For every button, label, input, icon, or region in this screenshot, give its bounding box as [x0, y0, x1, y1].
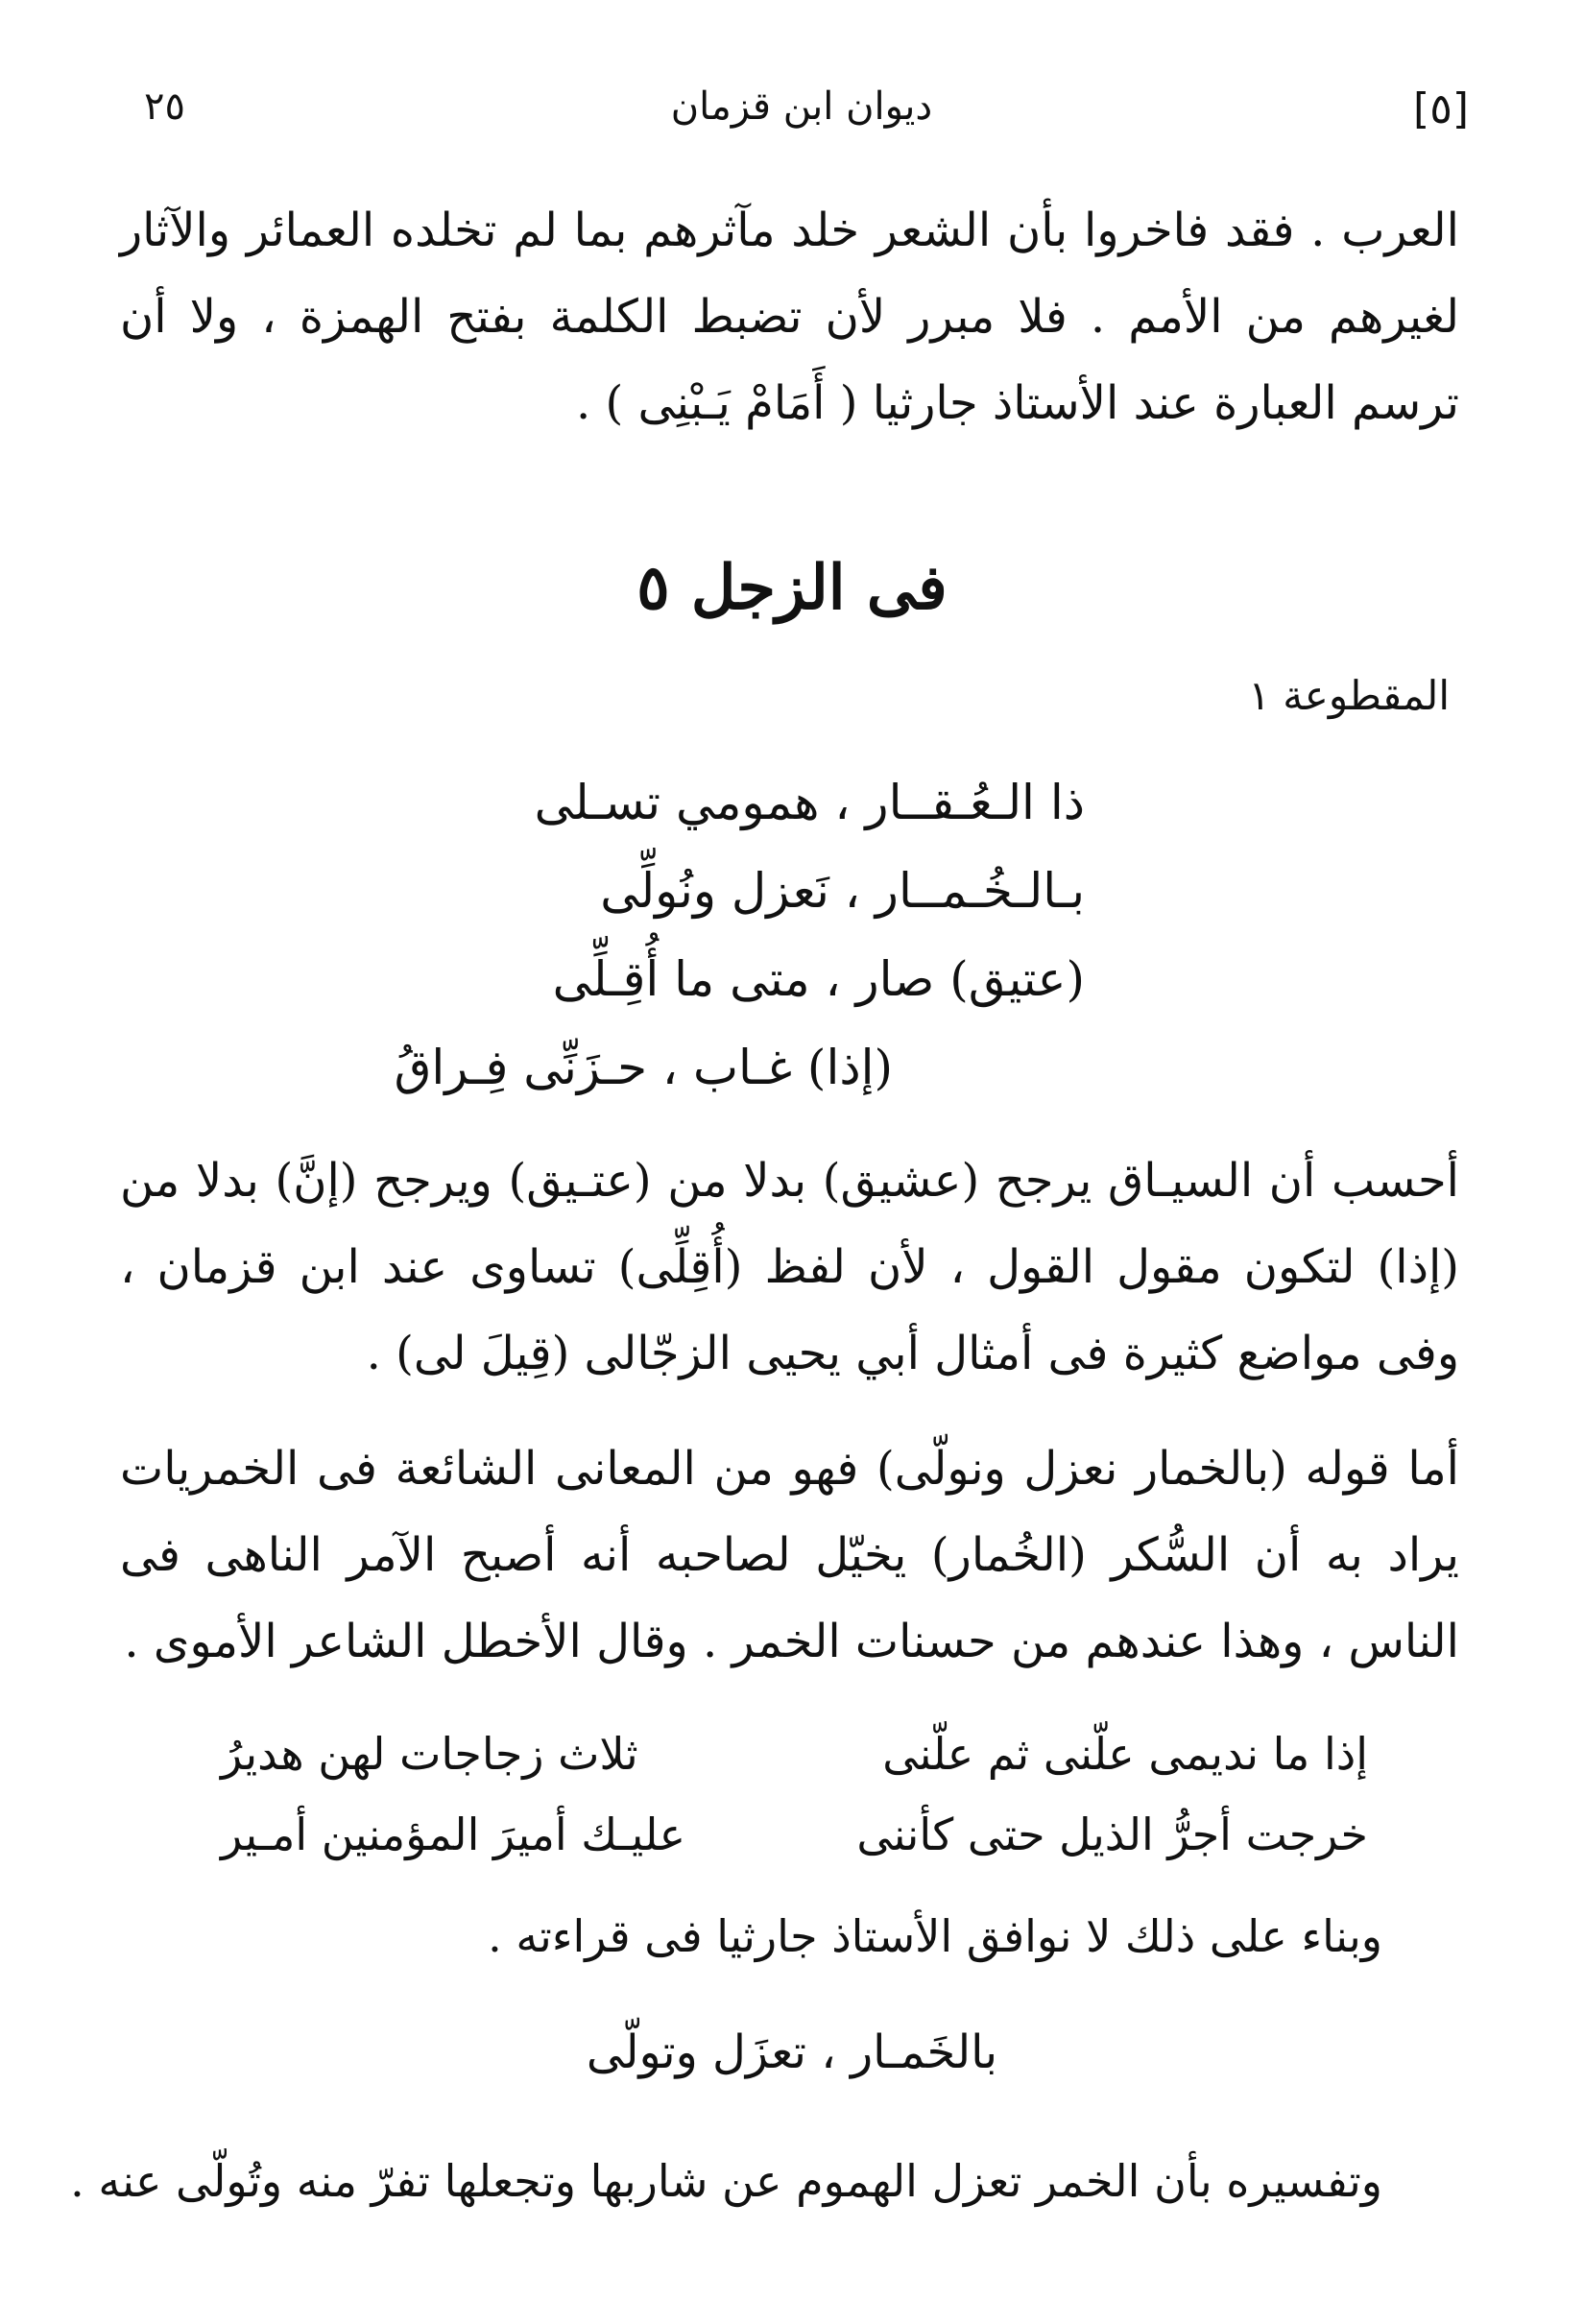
commentary-line: وتفسيره بأن الخمر تعزل الهموم عن شاربها وتجعلها تفرّ منه وتُولّى عنه . — [70, 2155, 1382, 2207]
verse-first-hemistich: إذا ما نديمى علّنى ثم علّنى — [882, 1728, 1368, 1780]
page-marker: [٥] — [1413, 84, 1469, 133]
verse-first-hemistich: خرجت أجرُّ الذيل حتى كأننى — [856, 1809, 1368, 1860]
page-number: ٢٥ — [144, 84, 185, 129]
running-head — [134, 84, 1469, 152]
intro-paragraph: العرب . فقد فاخروا بأن الشعر خلد مآثرهم بما لم تخلده العمائر والآثار لغيرهم من الأمم . فلا مبرر لأن تضبط الكلمة بفتح الهمزة ، ولا أن ترسم العبارة عند الأستاذ جارثيا ( أَمَامْ يَـبْنِى ) . — [120, 204, 1459, 430]
poem-stanza — [394, 758, 1085, 1112]
verse-line — [221, 1713, 1368, 1794]
commentary-paragraph: أحسب أن السيـاق يرجح (عشيق) بدلا من (عتـيق) ويرجح (إنَّ) بدلا من (إذا) لتكون مقول القول ، لأن لفظ (أُقِلِّى) تساوى عند ابن قزمان ، وفى مواضع كثيرة فى أمثال أبي يحيى الزجّالى (قِيلَ لى) . — [120, 1154, 1459, 1380]
commentary-line: وبناء على ذلك لا نوافق الأستاذ جارثيا فى قراءته . — [488, 1910, 1382, 1962]
verse-line — [221, 1794, 1368, 1875]
section-title: فى الزجل ٥ — [636, 552, 948, 624]
verse-second-hemistich: عليـك أميرَ المؤمنين أمـير — [221, 1809, 686, 1860]
piece-label: المقطوعة ١ — [1248, 672, 1450, 719]
quoted-verses — [221, 1713, 1368, 1875]
poem-line: بـالـخُـمــار ، نَعزل ونُولِّى — [600, 863, 1085, 919]
proposed-reading: بالخَمـار ، تعزَل وتولّى — [586, 2025, 998, 2079]
poem-line: (عتيق) صار ، متى ما أُقِـلِّى — [552, 951, 1085, 1007]
poem-line: ذا الـعُـقــار ، همومي تسـلى — [534, 775, 1085, 830]
verse-second-hemistich: ثلاث زجاجات لهن هديرُ — [221, 1728, 638, 1780]
poem-line: (إذا) غـاب ، حـزَنِّى فِـراقُ — [394, 1040, 893, 1095]
commentary-paragraph: أما قوله (بالخمار نعزل ونولّى) فهو من المعانى الشائعة فى الخمريات يراد به أن السُّكر (الخُمار) يخيّل لصاحبه أنه أصبح الآمر الناهى فى الناس ، وهذا عندهم من حسنات الخمر . وقال الأخطل الشاعر الأموى . — [120, 1442, 1460, 1668]
book-title: ديوان ابن قزمان — [670, 84, 933, 129]
